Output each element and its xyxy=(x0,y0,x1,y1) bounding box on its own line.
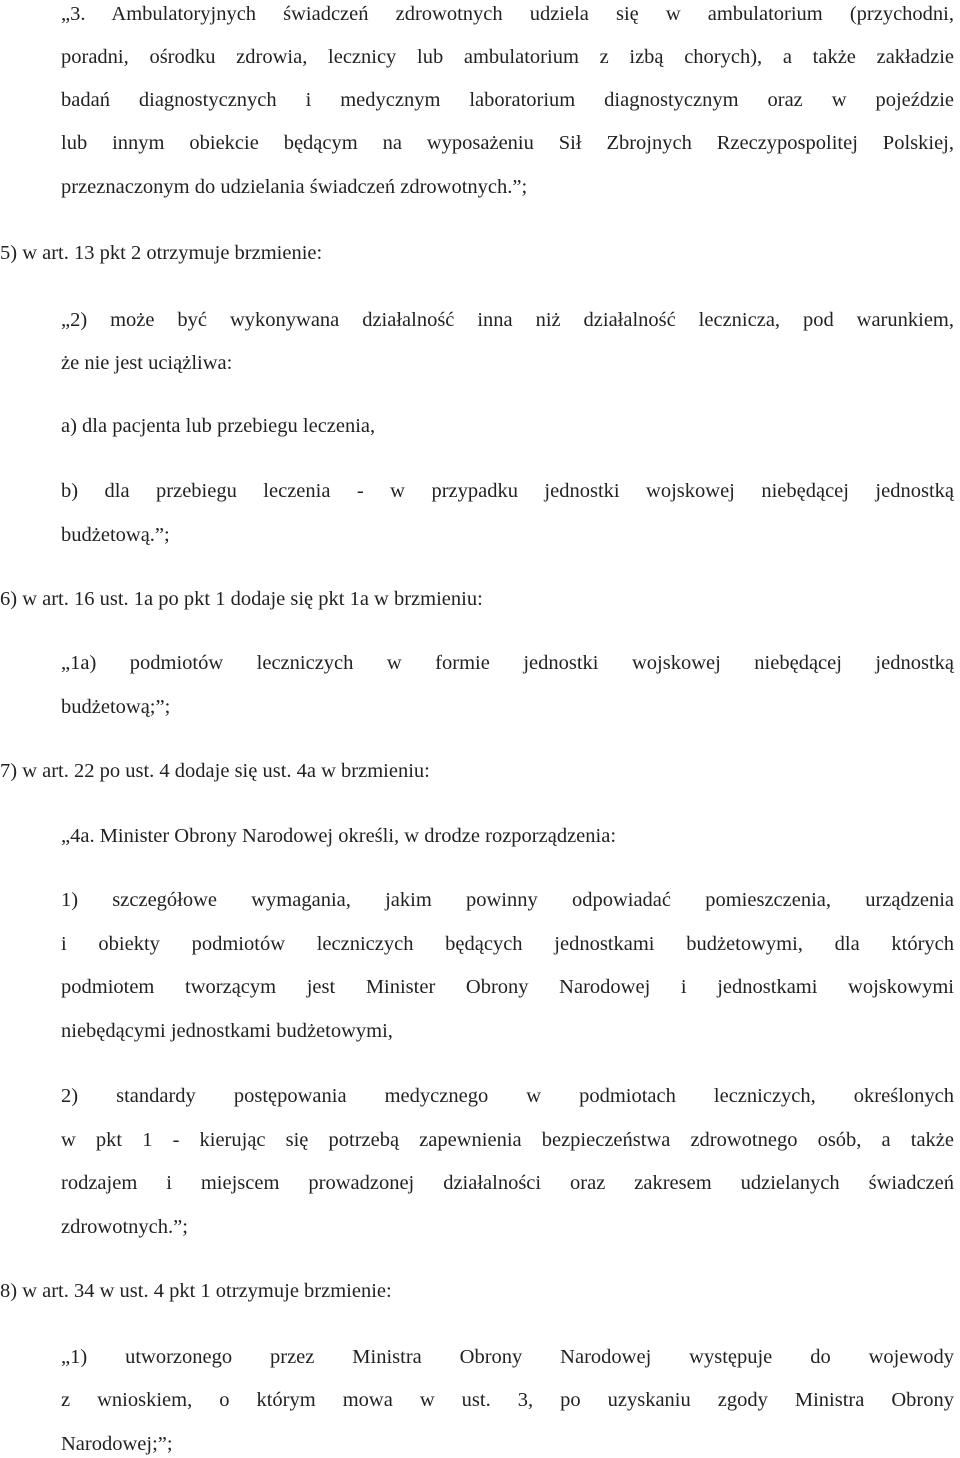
text-line: lub innym obiekcie będącym na wyposażeniu Sił Zbrojnych Rzeczypospolitej Polskiej, xyxy=(61,132,954,154)
text-line: że nie jest uciążliwa: xyxy=(61,352,233,374)
amendment-5-line: 5) w art. 13 pkt 2 otrzymuje brzmienie: xyxy=(0,242,323,264)
text-line: 1) szczegółowe wymagania, jakim powinny odpowiadać pomieszczenia, urządzenia xyxy=(61,889,954,911)
point-4a-line: „4a. Minister Obrony Narodowej określi, w drodze rozporządzenia: xyxy=(61,825,617,847)
text-line: poradni, ośrodku zdrowia, lecznicy lub ambulatorium z izbą chorych), a także zakładzie xyxy=(61,46,954,68)
text-line: budżetową;”; xyxy=(61,696,171,718)
text-line: „1) utworzonego przez Ministra Obrony Narodowej występuje do wojewody xyxy=(61,1346,954,1368)
text-line: „2) może być wykonywana działalność inna niż działalność lecznicza, pod warunkiem, xyxy=(61,309,954,331)
text-line: z wnioskiem, o którym mowa w ust. 3, po uzyskaniu zgody Ministra Obrony xyxy=(61,1389,954,1411)
text-line: i obiekty podmiotów leczniczych będących jednostkami budżetowymi, dla których xyxy=(61,933,954,955)
amendment-7-line: 7) w art. 22 po ust. 4 dodaje się ust. 4a w brzmieniu: xyxy=(0,760,430,782)
text-line: podmiotem tworzącym jest Minister Obrony Narodowej i jednostkami wojskowymi xyxy=(61,976,954,998)
text-line: przeznaczonym do udzielania świadczeń zdrowotnych.”; xyxy=(61,176,528,198)
text-line: zdrowotnych.”; xyxy=(61,1216,188,1238)
amendment-8-line: 8) w art. 34 w ust. 4 pkt 1 otrzymuje brzmienie: xyxy=(0,1280,392,1302)
text-line: 2) standardy postępowania medycznego w podmiotach leczniczych, określonych xyxy=(61,1085,954,1107)
text-line: „1a) podmiotów leczniczych w formie jednostki wojskowej niebędącej jednostką xyxy=(61,652,954,674)
text-line: rodzajem i miejscem prowadzonej działalności oraz zakresem udzielanych świadczeń xyxy=(61,1172,954,1194)
text-line: „3. Ambulatoryjnych świadczeń zdrowotnych udziela się w ambulatorium (przychodni, xyxy=(61,3,954,25)
text-line: badań diagnostycznych i medycznym laboratorium diagnostycznym oraz w pojeździe xyxy=(61,89,954,111)
point-2-a-line: a) dla pacjenta lub przebiegu leczenia, xyxy=(61,415,376,437)
amendment-6-line: 6) w art. 16 ust. 1a po pkt 1 dodaje się pkt 1a w brzmieniu: xyxy=(0,588,483,610)
text-line: b) dla przebiegu leczenia - w przypadku jednostki wojskowej niebędącej jednostką xyxy=(61,480,954,502)
text-line: w pkt 1 - kierując się potrzebą zapewnienia bezpieczeństwa zdrowotnego osób, a także xyxy=(61,1129,954,1151)
text-line: budżetową.”; xyxy=(61,524,170,546)
text-line: niebędącymi jednostkami budżetowymi, xyxy=(61,1020,393,1042)
text-line: Narodowej;”; xyxy=(61,1433,173,1455)
